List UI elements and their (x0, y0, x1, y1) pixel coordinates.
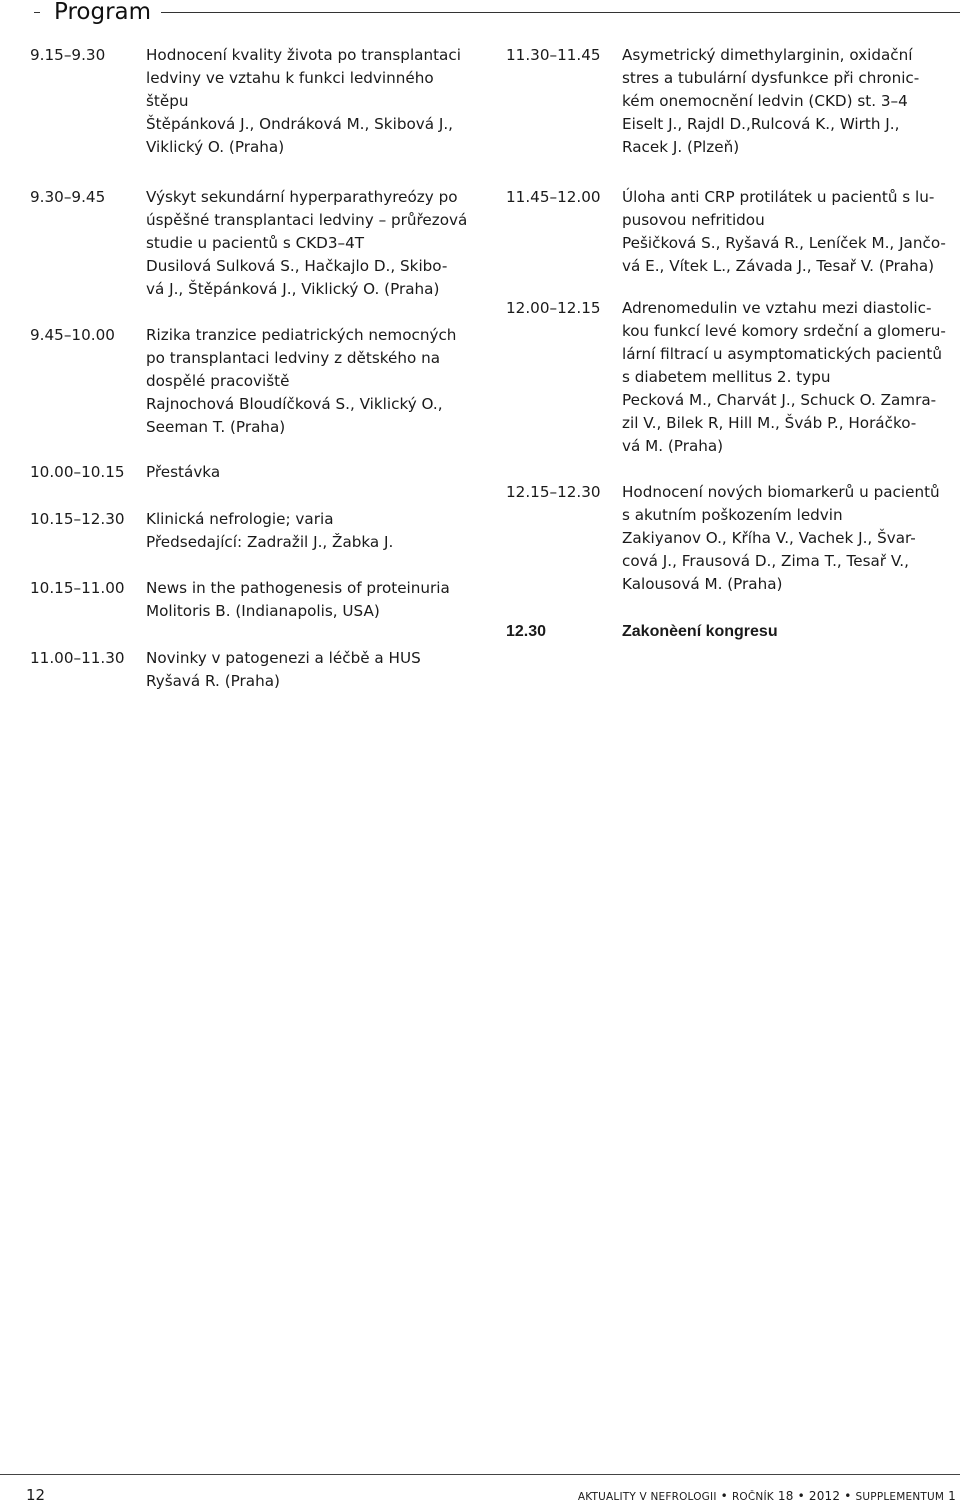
item-line: Ryšavá R. (Praha) (146, 672, 280, 690)
item-time: 10.00–10.15 (30, 463, 125, 481)
program-item (506, 44, 960, 159)
program-item (30, 508, 485, 554)
item-line: Pešičková S., Ryšavá R., Leníček M., Jančo- (622, 234, 946, 252)
item-line: lární filtrací u asymptomatických pacientů (622, 345, 942, 363)
item-line: Hodnocení kvality života po transplantaci (146, 46, 461, 64)
journal-supplement-number: 1 (948, 1489, 956, 1503)
item-line: štěpu (146, 92, 189, 110)
item-time: 12.15–12.30 (506, 483, 601, 501)
journal-year: 2012 (808, 1489, 841, 1503)
item-time: 11.00–11.30 (30, 649, 125, 667)
item-line: cová J., Frausová D., Zima T., Tesař V., (622, 552, 909, 570)
journal-supplement-label: SUPPLEMENTUM (855, 1491, 945, 1503)
item-body (622, 44, 960, 159)
program-item (30, 44, 485, 159)
program-column-right (506, 44, 960, 643)
item-body (146, 186, 485, 301)
closing-item (506, 620, 960, 643)
item-body (146, 324, 485, 439)
program-item (506, 481, 960, 596)
closing-label: Zakonèení kongresu (622, 623, 778, 640)
item-time: 9.45–10.00 (30, 326, 115, 344)
item-line: Viklický O. (Praha) (146, 138, 285, 156)
program-column-left (30, 44, 485, 693)
item-body (146, 461, 485, 484)
item-time: 12.00–12.15 (506, 299, 601, 317)
footer-bullet: • (844, 1489, 852, 1503)
item-body (622, 481, 960, 596)
item-line: Seeman T. (Praha) (146, 418, 286, 436)
item-line: Dusilová Sulková S., Hačkajlo D., Skibo- (146, 257, 448, 275)
item-line: Racek J. (Plzeň) (622, 138, 740, 156)
item-line: Hodnocení nových biomarkerů u pacientů (622, 483, 940, 501)
item-time: 9.15–9.30 (30, 46, 106, 64)
footer-bullet: • (720, 1489, 728, 1503)
item-body (146, 508, 485, 554)
journal-volume-label: ROČNÍK (731, 1491, 774, 1503)
item-body (622, 297, 960, 458)
item-line: Eiselt J., Rajdl D.,Rulcová K., Wirth J., (622, 115, 900, 133)
page-number: 12 (26, 1486, 46, 1504)
program-item (506, 297, 960, 458)
item-line: dospělé pracoviště (146, 372, 290, 390)
item-line: úspěšné transplantaci ledviny – průřezová (146, 211, 468, 229)
item-body (146, 44, 485, 159)
item-line: Předsedající: Zadražil J., Žabka J. (146, 533, 394, 551)
program-item (30, 647, 485, 693)
item-line: s akutním poškozením ledvin (622, 506, 843, 524)
item-time: 11.45–12.00 (506, 188, 601, 206)
item-line: zil V., Bilek R, Hill M., Šváb P., Horáčko- (622, 414, 917, 432)
program-item (30, 324, 485, 439)
item-line: kou funkcí levé komory srdeční a glomeru- (622, 322, 946, 340)
item-time: 10.15–12.30 (30, 510, 125, 528)
header-rule (34, 12, 960, 13)
item-line: s diabetem mellitus 2. typu (622, 368, 831, 386)
item-time: 10.15–11.00 (30, 579, 125, 597)
item-line: stres a tubulární dysfunkce při chronic- (622, 69, 920, 87)
item-line: Molitoris B. (Indianapolis, USA) (146, 602, 380, 620)
item-line: Kalousová M. (Praha) (622, 575, 783, 593)
journal-name: AKTUALITY V NEFROLOGII (577, 1491, 717, 1503)
item-line: kém onemocnění ledvin (CKD) st. 3–4 (622, 92, 908, 110)
item-line: Štěpánková J., Ondráková M., Skibová J., (146, 115, 454, 133)
item-time: 9.30–9.45 (30, 188, 106, 206)
item-line: Přestávka (146, 463, 221, 481)
item-line: Zakiyanov O., Kříha V., Vachek J., Švar- (622, 529, 916, 547)
item-line: Pecková M., Charvát J., Schuck O. Zamra- (622, 391, 937, 409)
footer-rule (0, 1474, 960, 1475)
footer-bullet: • (797, 1489, 805, 1503)
item-body (622, 186, 960, 278)
journal-footer (578, 1489, 956, 1503)
item-line: Úloha anti CRP protilátek u pacientů s lu- (622, 188, 935, 206)
item-line: vá E., Vítek L., Závada J., Tesař V. (Praha) (622, 257, 935, 275)
page-title: Program (40, 0, 161, 30)
program-item (506, 186, 960, 278)
item-line: vá J., Štěpánková J., Viklický O. (Praha) (146, 280, 440, 298)
item-line: Rajnochová Bloudíčková S., Viklický O., (146, 395, 443, 413)
program-item (30, 186, 485, 301)
item-line: Rizika tranzice pediatrických nemocných (146, 326, 457, 344)
item-time: 11.30–11.45 (506, 46, 601, 64)
closing-time: 12.30 (506, 623, 547, 640)
item-line: vá M. (Praha) (622, 437, 724, 455)
item-line: News in the pathogenesis of proteinuria (146, 579, 450, 597)
item-line: Klinická nefrologie; varia (146, 510, 334, 528)
item-body (146, 577, 485, 623)
item-body (146, 647, 485, 693)
program-item (30, 577, 485, 623)
item-line: ledviny ve vztahu k funkci ledvinného (146, 69, 434, 87)
item-line: po transplantaci ledviny z dětského na (146, 349, 441, 367)
item-line: Adrenomedulin ve vztahu mezi diastolic- (622, 299, 932, 317)
item-line: Výskyt sekundární hyperparathyreózy po (146, 188, 458, 206)
item-line: pusovou nefritidou (622, 211, 765, 229)
journal-volume: 18 (777, 1489, 794, 1503)
item-line: studie u pacientů s CKD3–4T (146, 234, 365, 252)
item-line: Asymetrický dimethylarginin, oxidační (622, 46, 913, 64)
item-line: Novinky v patogenezi a léčbě a HUS (146, 649, 421, 667)
program-item (30, 461, 485, 484)
